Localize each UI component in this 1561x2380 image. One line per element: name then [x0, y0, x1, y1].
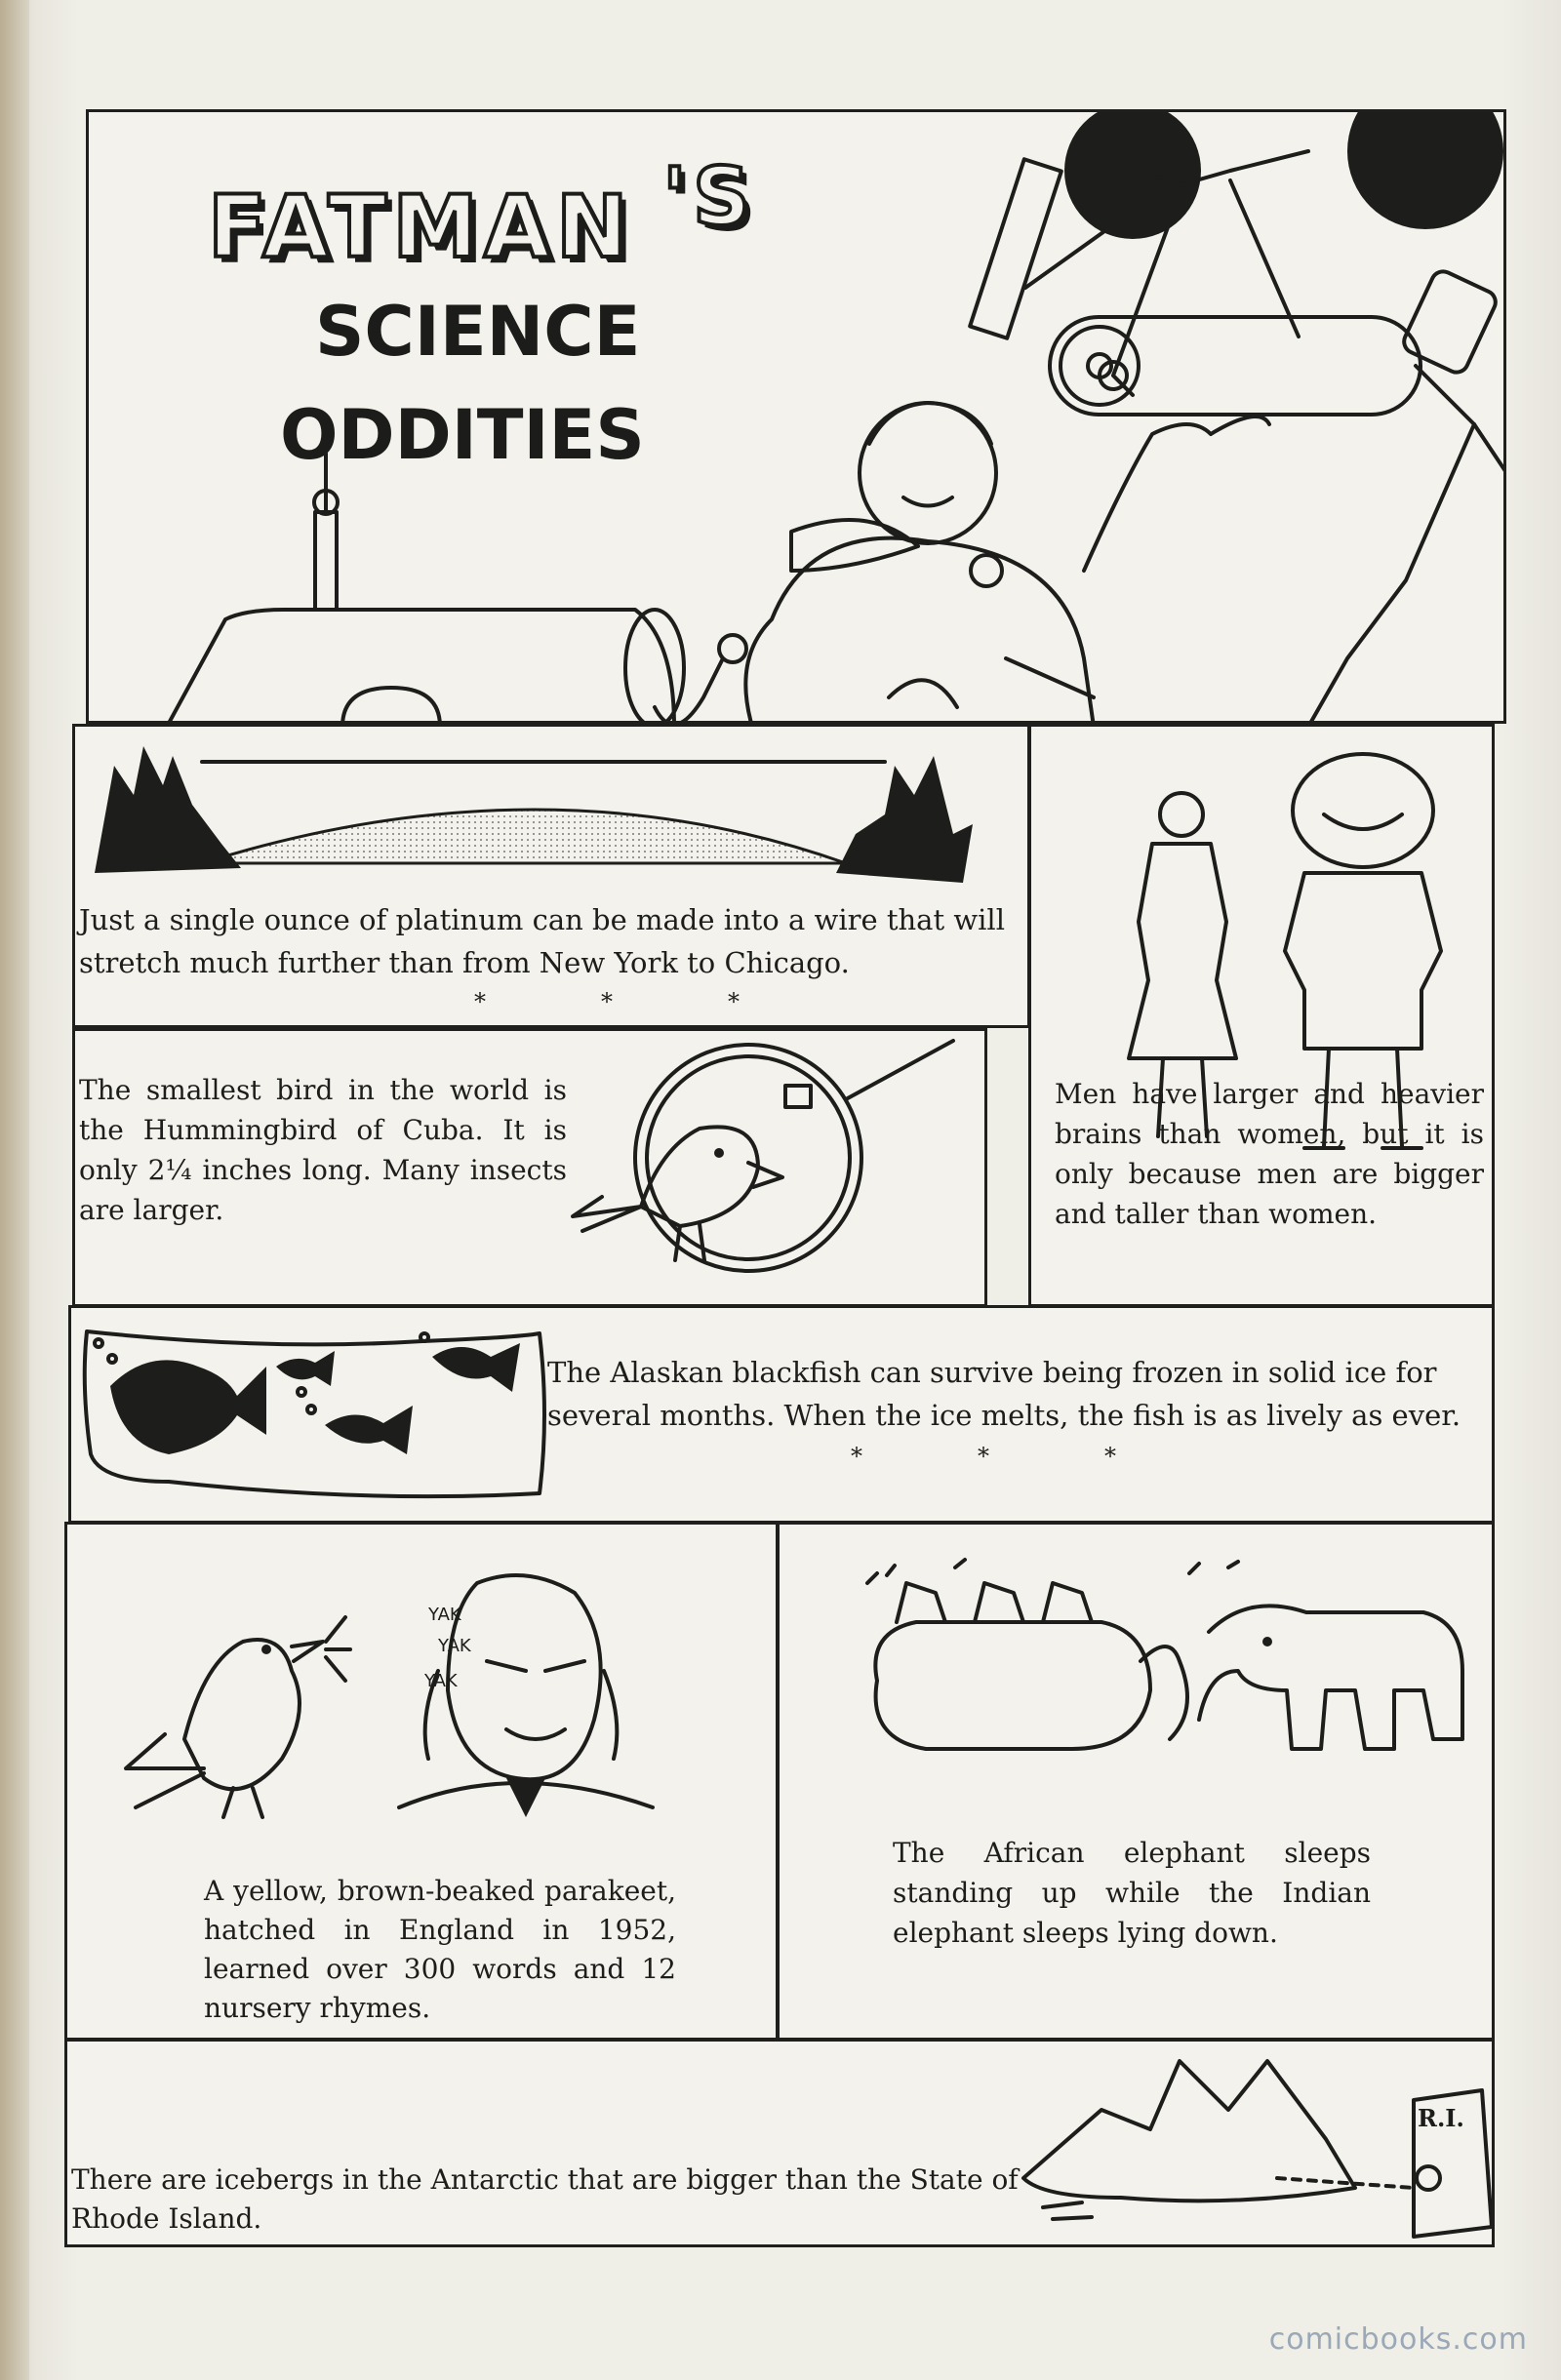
star: * — [601, 988, 613, 1015]
star: * — [474, 988, 486, 1015]
parakeet-fact-text: A yellow, brown-beaked parakeet, hatched in England in 1952, learned over 300 words and 12 nursery rhymes. — [204, 1875, 676, 2024]
star: * — [1104, 1443, 1116, 1470]
page-binding-edge — [0, 0, 29, 2380]
iceberg-fact-text: There are icebergs in the Antarctic that are bigger than the State of Rhode Island. — [71, 2163, 1019, 2235]
brains-fact-text: Men have larger and heavier brains than women, but it is only because men are bigger and taller than women. — [1055, 1078, 1484, 1230]
yak-text-3: YAK — [424, 1671, 458, 1691]
platinum-panel — [72, 724, 1030, 1028]
star: * — [851, 1443, 862, 1470]
watermark: comicbooks.com — [1268, 2322, 1528, 2357]
blackfish-fact-text: The Alaskan blackfish can survive being frozen in solid ice for several months. When the ice melts, the fish is as lively as ever. — [547, 1356, 1461, 1432]
hummingbird-panel — [72, 1028, 987, 1307]
title-fatman: FATMAN — [208, 177, 634, 277]
title-oddities: ODDITIES — [280, 395, 645, 475]
yak-text-1: YAK — [428, 1605, 461, 1625]
fatman-robot-illustration — [89, 112, 1506, 724]
blackfish-panel — [68, 1305, 1495, 1524]
yak-text-2: YAK — [438, 1636, 471, 1656]
title-science: SCIENCE — [315, 292, 641, 372]
title-apostrophe-s: 'S — [662, 151, 757, 244]
hummingbird-fact-text: The smallest bird in the world is the Hummingbird of Cuba. It is only 2¼ inches long. Many insects are larger. — [79, 1074, 567, 1226]
parakeet-panel — [64, 1522, 779, 2041]
ri-sign-text: R.I. — [1418, 2104, 1464, 2132]
elephant-panel — [777, 1522, 1495, 2041]
elephants-illustration — [780, 1525, 1495, 2041]
elephant-fact-text: The African elephant sleeps standing up while the Indian elephant sleeps lying down. — [893, 1837, 1371, 1949]
blackfish-separator-stars — [793, 1443, 1174, 1470]
brains-panel — [1028, 724, 1495, 1307]
iceberg-panel — [64, 2039, 1495, 2247]
star: * — [728, 988, 740, 1015]
star: * — [978, 1443, 989, 1470]
platinum-fact-text: Just a single ounce of platinum can be made into a wire that will stretch much further than from New York to Chicago. — [79, 903, 1005, 979]
platinum-separator-stars — [417, 988, 797, 1015]
title-panel — [86, 109, 1506, 724]
